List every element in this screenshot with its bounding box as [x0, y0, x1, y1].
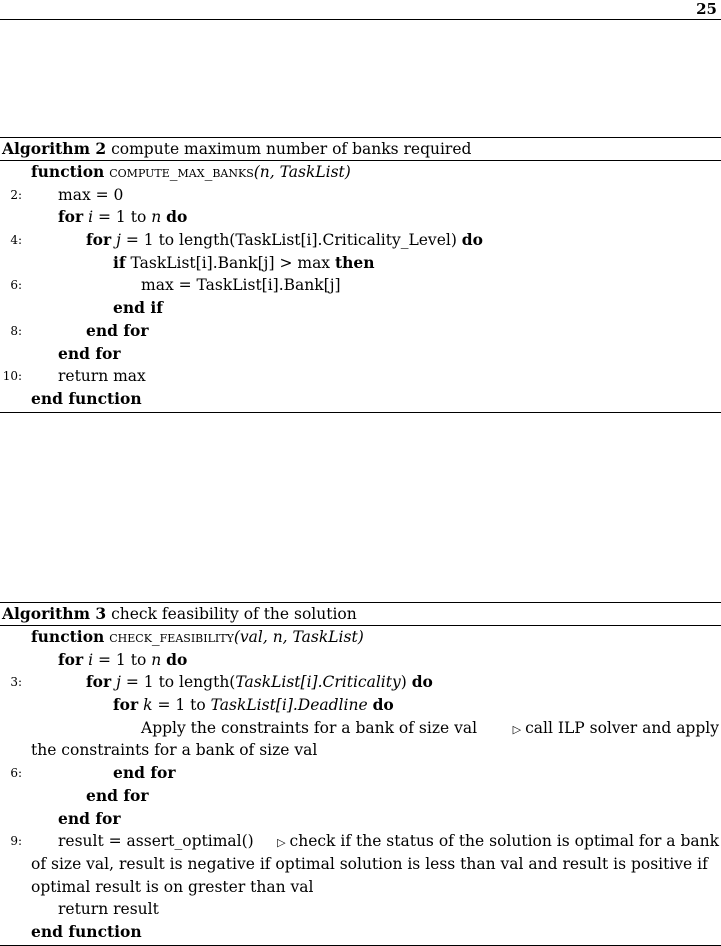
statement: Apply the constraints for a bank of size val — [141, 718, 478, 737]
code-line — [0, 206, 721, 229]
algorithm-2 — [0, 137, 721, 413]
keyword: end for — [58, 808, 121, 828]
comment: the constraints for a bank of size val — [31, 741, 318, 760]
keyword: if — [113, 252, 126, 272]
line-number: 4: — [10, 233, 22, 248]
code-line — [0, 320, 721, 343]
keyword: do — [166, 207, 188, 227]
algorithm-label: Algorithm 2 — [2, 139, 107, 158]
statement: = 1 to — [93, 208, 152, 227]
code-line — [0, 762, 721, 785]
keyword: do — [411, 672, 433, 692]
keyword: end for — [86, 320, 149, 340]
function-name: compute_max_banks — [109, 163, 254, 181]
bottom-rule — [0, 412, 721, 413]
statement: max = TaskList[i].Bank[j] — [141, 276, 341, 295]
code-line — [0, 921, 721, 944]
code-line-continuation — [0, 853, 721, 876]
keyword: for — [58, 207, 84, 227]
variable: i — [88, 208, 94, 227]
code-line — [0, 252, 721, 275]
statement: = 1 to — [152, 696, 211, 715]
keyword: for — [58, 649, 84, 669]
statement: result = assert_optimal() — [58, 832, 254, 851]
code-line — [0, 830, 721, 853]
variable: n — [151, 208, 162, 227]
algorithm-label: Algorithm 3 — [2, 604, 107, 623]
comment-triangle-icon: ▷ — [512, 722, 522, 736]
keyword: for — [86, 672, 112, 692]
code-line — [0, 297, 721, 320]
algorithm-3 — [0, 602, 721, 946]
code-line-continuation — [0, 739, 721, 762]
code-line — [0, 626, 721, 649]
keyword: end for — [58, 343, 121, 363]
statement: ) — [400, 673, 412, 692]
keyword: end function — [31, 921, 142, 941]
code-line — [0, 274, 721, 297]
bottom-rule — [0, 945, 721, 946]
page-number: 25 — [696, 0, 717, 18]
keyword: end for — [86, 785, 149, 805]
comment: call ILP solver and apply — [525, 718, 719, 737]
code-line — [0, 365, 721, 388]
code-line — [0, 785, 721, 808]
keyword: for — [113, 695, 139, 715]
keyword: do — [166, 649, 188, 669]
variable: k — [143, 696, 153, 715]
keyword: end if — [113, 298, 163, 318]
variable: j — [116, 231, 121, 250]
variable: TaskList[i].Deadline — [210, 696, 368, 715]
code-line-continuation — [0, 876, 721, 899]
function-args: (n, TaskList) — [253, 163, 351, 181]
code-line — [0, 649, 721, 672]
line-number: 8: — [10, 323, 22, 338]
caption-text: compute maximum number of banks required — [111, 140, 472, 158]
statement: return result — [58, 900, 159, 919]
code-line — [0, 184, 721, 207]
code-line — [0, 343, 721, 366]
comment-triangle-icon: ▷ — [277, 836, 286, 850]
function-name: check_feasibility — [109, 628, 234, 646]
line-number: 2: — [10, 187, 22, 202]
variable: j — [116, 673, 121, 692]
variable: TaskList[i].Criticality — [235, 673, 401, 692]
statement: TaskList[i].Bank[j] > max — [125, 253, 335, 272]
code-line — [0, 388, 721, 411]
keyword: do — [461, 230, 483, 250]
variable: n — [151, 650, 162, 669]
code-line — [0, 808, 721, 831]
comment: of size val, result is negative if optimal solution is less than val and result is positive if — [31, 854, 708, 873]
code-line — [0, 161, 721, 184]
algorithm-caption — [0, 603, 721, 625]
comment: check if the status of the solution is optimal for a bank — [289, 832, 719, 851]
function-args: (val, n, TaskList) — [233, 628, 364, 646]
caption-text: check feasibility of the solution — [111, 605, 357, 623]
comment: optimal result is on grester than val — [31, 877, 314, 896]
code-line — [0, 229, 721, 252]
line-number: 6: — [10, 278, 22, 293]
statement: max = 0 — [58, 185, 124, 204]
code-line — [0, 694, 721, 717]
algorithm-caption — [0, 138, 721, 160]
keyword: end function — [31, 388, 142, 408]
code-line — [0, 717, 721, 740]
keyword: function — [31, 627, 105, 646]
line-number: 3: — [10, 675, 22, 690]
keyword: for — [86, 230, 112, 250]
code-line — [0, 898, 721, 921]
statement: = 1 to — [93, 650, 152, 669]
line-number: 10: — [2, 369, 22, 384]
header-rule — [0, 19, 721, 20]
keyword: then — [334, 252, 375, 272]
keyword: do — [372, 695, 394, 715]
statement: = 1 to length( — [120, 673, 236, 692]
statement: return max — [58, 367, 146, 386]
keyword: function — [31, 162, 105, 181]
line-number: 6: — [10, 766, 22, 781]
statement: = 1 to length(TaskList[i].Criticality_Level) — [120, 231, 462, 250]
code-line — [0, 671, 721, 694]
line-number: 9: — [10, 834, 22, 849]
keyword: end for — [113, 763, 176, 783]
variable: i — [88, 650, 94, 669]
